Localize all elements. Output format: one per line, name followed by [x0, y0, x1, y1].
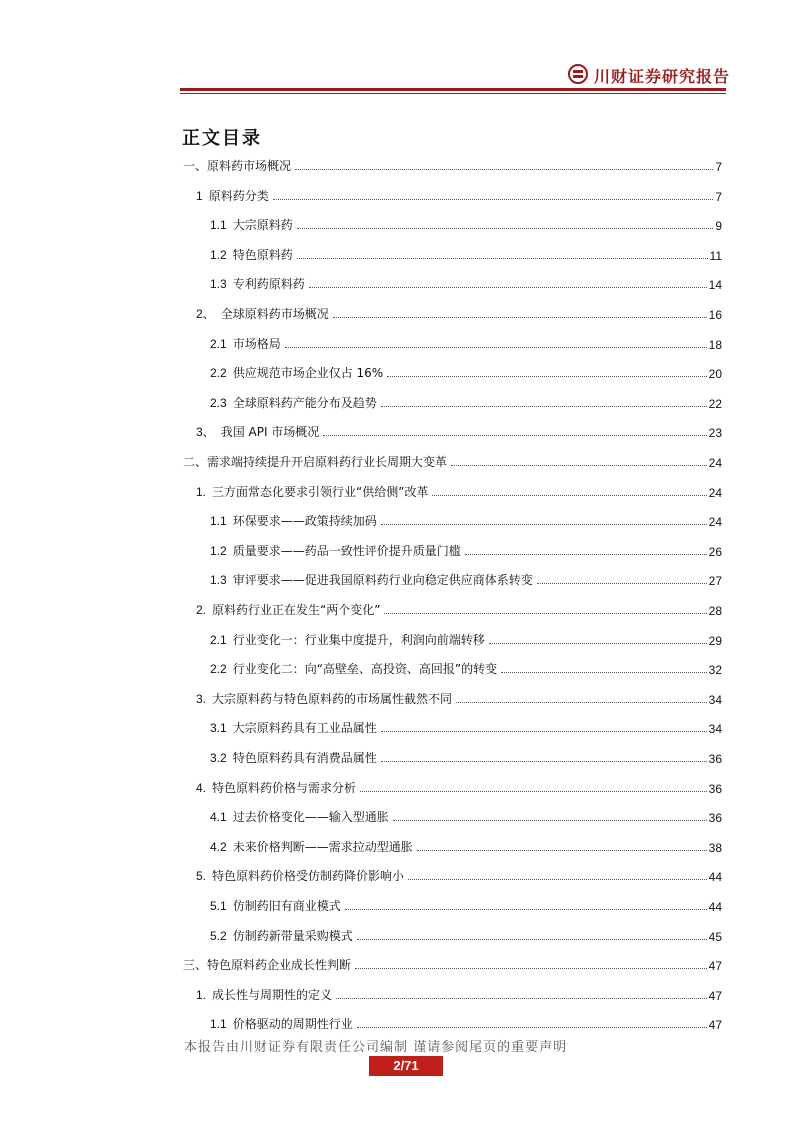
chuancai-logo-icon: [568, 64, 588, 84]
toc-entry[interactable]: [210, 718, 722, 736]
toc-entry-number: 5.2: [210, 929, 227, 943]
toc-entry-number: 4.: [196, 781, 207, 795]
toc-leader-dots: [295, 168, 713, 170]
toc-entry-label: [210, 571, 535, 588]
toc-entry-number: 5.: [196, 869, 207, 883]
toc-entry-page: 26: [708, 545, 722, 559]
toc-entry-page: 36: [708, 811, 722, 825]
toc-leader-dots: [285, 346, 707, 348]
toc-entry-label: [210, 394, 379, 411]
toc-entry-number: 1.1: [210, 218, 227, 232]
toc-entry-label: [210, 897, 343, 914]
toc-entry-text: 三、特色原料药企业成长性判断: [183, 958, 352, 972]
toc-entry-text: 过去价格变化——输入型通胀: [232, 810, 389, 824]
toc-leader-dots: [408, 878, 707, 880]
toc-leader-dots: [357, 938, 707, 940]
toc-entry-page: 36: [708, 752, 722, 766]
toc-entry-text: 价格驱动的周期性行业: [232, 1017, 353, 1031]
toc-entry-page: 22: [708, 397, 722, 411]
toc-leader-dots: [432, 494, 706, 496]
toc-leader-dots: [323, 434, 706, 436]
toc-entry[interactable]: [210, 926, 722, 944]
toc-leader-dots: [273, 198, 714, 200]
toc-entry-text: 成长性与周期性的定义: [212, 988, 333, 1002]
toc-leader-dots: [451, 464, 707, 466]
toc-entry-label: [210, 364, 385, 381]
toc-entry[interactable]: [196, 304, 722, 322]
toc-entry[interactable]: [210, 837, 722, 855]
toc-entry[interactable]: [210, 807, 722, 825]
toc-leader-dots: [360, 790, 707, 792]
toc-entry-label: [196, 305, 331, 322]
toc-entry-number: 2.2: [210, 366, 227, 380]
toc-entry[interactable]: [210, 334, 722, 352]
toc-entry-label: [183, 453, 449, 470]
toc-leader-dots: [355, 967, 707, 969]
toc-entry[interactable]: [183, 955, 722, 973]
toc-entry[interactable]: [196, 422, 722, 440]
toc-entry[interactable]: [196, 186, 722, 204]
toc-entry-page: 7: [715, 160, 722, 174]
toc-entry-text: 全球原料药产能分布及趋势: [232, 396, 377, 410]
toc-entry-number: 2、: [196, 307, 215, 321]
toc-leader-dots: [345, 908, 707, 910]
toc-leader-dots: [387, 375, 706, 377]
toc-entry[interactable]: [210, 748, 722, 766]
toc-leader-dots: [393, 819, 707, 821]
toc-entry-text: 行业变化二：向“高壁垒、高投资、高回报”的转变: [232, 662, 498, 676]
toc-entry-text: 原料药行业正在发生“两个变化”: [212, 603, 381, 617]
toc-leader-dots: [297, 227, 714, 229]
report-header: [180, 60, 731, 90]
toc-entry-page: 18: [708, 338, 722, 352]
toc-entry-label: [210, 1015, 355, 1032]
toc-entry-label: [210, 542, 463, 559]
toc-entry-text: 一、原料药市场概况: [183, 159, 292, 173]
toc-leader-dots: [297, 257, 708, 259]
toc-entry-text: 特色原料药价格受仿制药降价影响小: [212, 869, 405, 883]
toc-entry[interactable]: [210, 896, 722, 914]
toc-entry-page: 47: [708, 989, 722, 1003]
toc-entry-number: 1.2: [210, 248, 227, 262]
toc-entry-text: 审评要求——促进我国原料药行业向稳定供应商体系转变: [232, 573, 533, 587]
toc-entry-number: 3.: [196, 692, 207, 706]
toc-entry-text: 特色原料药价格与需求分析: [212, 781, 357, 795]
toc-entry-number: 3、: [196, 425, 215, 439]
toc-entry-text: 我国 API 市场概况: [220, 425, 320, 439]
toc-entry-label: [196, 986, 334, 1003]
toc-entry-number: 4.2: [210, 840, 227, 854]
toc-entry[interactable]: [210, 274, 722, 292]
toc-entry-text: 环保要求——政策持续加码: [232, 514, 377, 528]
toc-entry[interactable]: [196, 866, 722, 884]
toc-entry-page: 11: [709, 249, 722, 263]
toc-entry[interactable]: [210, 393, 722, 411]
toc-entry-page: 36: [708, 782, 722, 796]
toc-entry-text: 大宗原料药: [232, 218, 293, 232]
toc-entry-label: [210, 749, 379, 766]
toc-entry-page: 28: [708, 604, 722, 618]
toc-entry-number: 4.1: [210, 810, 227, 824]
toc-leader-dots: [381, 405, 707, 407]
toc-entry-page: 24: [708, 515, 722, 529]
toc-entry-label: [210, 808, 391, 825]
toc-entry-label: [196, 423, 321, 440]
toc-entry-page: 29: [708, 634, 722, 648]
toc-entry-page: 47: [708, 959, 722, 973]
toc-entry-text: 行业变化一：行业集中度提升，利润向前端转移: [232, 633, 485, 647]
toc-entry-text: 专利药原料药: [232, 277, 305, 291]
toc-entry[interactable]: [183, 156, 722, 174]
toc-entry[interactable]: [210, 570, 722, 588]
toc-entry-page: 44: [708, 870, 722, 884]
toc-entry-label: [196, 779, 358, 796]
toc-entry[interactable]: [210, 511, 722, 529]
toc-entry[interactable]: [210, 245, 722, 263]
toc-leader-dots: [381, 760, 707, 762]
toc-entry-number: 2.: [196, 603, 207, 617]
toc-entry-text: 全球原料药市场概况: [220, 307, 329, 321]
toc-entry-page: 14: [708, 278, 722, 292]
toc-entry-page: 24: [708, 486, 722, 500]
toc-leader-dots: [417, 849, 707, 851]
footer-disclaimer: 本报告由川财证券有限责任公司编制 谨请参阅尾页的重要声明: [184, 1040, 568, 1055]
toc-entry-label: [210, 660, 499, 677]
toc-entry[interactable]: [196, 985, 722, 1003]
toc-leader-dots: [501, 671, 707, 673]
toc-entry-page: 7: [715, 190, 722, 204]
toc-entry[interactable]: [196, 600, 722, 618]
toc-entry-text: 特色原料药: [232, 248, 293, 262]
toc-entry[interactable]: [210, 363, 722, 381]
toc-entry[interactable]: [196, 482, 722, 500]
toc-leader-dots: [381, 523, 707, 525]
toc-entry-text: 特色原料药具有消费品属性: [232, 751, 377, 765]
toc-leader-dots: [336, 997, 707, 999]
toc-entry-text: 质量要求——药品一致性评价提升质量门槛: [232, 544, 461, 558]
toc-entry-number: 2.1: [210, 633, 227, 647]
toc-entry-label: [196, 867, 406, 884]
toc-entry-text: 原料药分类: [208, 189, 269, 203]
toc-entry[interactable]: [183, 452, 722, 470]
toc-entry-page: 45: [708, 930, 722, 944]
toc-entry-text: 大宗原料药与特色原料药的市场属性截然不同: [212, 692, 453, 706]
toc-entry-number: 2.1: [210, 337, 227, 351]
toc-entry-number: 1.3: [210, 573, 227, 587]
toc-leader-dots: [384, 612, 706, 614]
toc-entry-number: 3.2: [210, 751, 227, 765]
toc-entry-page: 38: [708, 841, 722, 855]
header-rule-thin: [180, 93, 726, 94]
toc-entry-number: 1.: [196, 988, 207, 1002]
brand-name: 川财证券研究报告: [594, 67, 731, 86]
toc-entry-label: [183, 956, 353, 973]
toc-leader-dots: [381, 730, 707, 732]
toc-entry-number: 2.2: [210, 662, 227, 676]
toc-entry-text: 供应规范市场企业仅占 16%: [232, 366, 384, 380]
toc-entry[interactable]: [196, 778, 722, 796]
toc-entry[interactable]: [210, 630, 722, 648]
toc-entry-label: [210, 275, 307, 292]
toc-leader-dots: [489, 642, 707, 644]
toc-title: 正文目录: [182, 128, 262, 149]
toc-entry-number: 1.: [196, 485, 207, 499]
toc-entry-text: 市场格局: [232, 337, 281, 351]
toc-entry-label: [210, 927, 355, 944]
toc-entry-page: 20: [708, 367, 722, 381]
toc-entry-label: [210, 719, 379, 736]
toc-leader-dots: [465, 553, 707, 555]
toc-entry-page: 34: [708, 693, 722, 707]
toc-entry-page: 24: [708, 456, 722, 470]
toc-entry-page: 32: [708, 663, 722, 677]
toc-entry-label: [210, 512, 379, 529]
toc-entry[interactable]: [210, 215, 722, 233]
toc-entry-number: 5.1: [210, 899, 227, 913]
toc-entry-number: 1.3: [210, 277, 227, 291]
toc-entry-label: [210, 838, 415, 855]
toc-entry-text: 三方面常态化要求引领行业“供给侧”改革: [212, 485, 429, 499]
toc-leader-dots: [357, 1026, 707, 1028]
toc-entry-label: [210, 216, 295, 233]
toc-leader-dots: [309, 286, 707, 288]
toc-entry-label: [196, 187, 271, 204]
toc-entry-page: 27: [708, 574, 722, 588]
toc-entry-number: 1.1: [210, 514, 227, 528]
toc-entry[interactable]: [210, 1014, 722, 1032]
toc-entry[interactable]: [196, 689, 722, 707]
toc-entry-page: 16: [708, 308, 722, 322]
toc-leader-dots: [456, 701, 707, 703]
toc-entry-page: 23: [708, 426, 722, 440]
toc-entry-label: [210, 246, 295, 263]
toc-entry-label: [210, 631, 487, 648]
toc-entry-label: [210, 335, 283, 352]
toc-entry-page: 9: [715, 219, 722, 233]
toc-entry-text: 仿制药新带量采购模式: [232, 929, 353, 943]
page-indicator: 2/71: [369, 1056, 443, 1076]
toc-entry-label: [196, 690, 454, 707]
toc-leader-dots: [537, 582, 707, 584]
toc-entry-text: 未来价格判断——需求拉动型通胀: [232, 840, 413, 854]
toc-entry-number: 2.3: [210, 396, 227, 410]
toc-entry-text: 二、需求端持续提升开启原料药行业长周期大变革: [183, 455, 448, 469]
toc-entry-page: 47: [708, 1018, 722, 1032]
toc-entry-page: 34: [708, 722, 722, 736]
toc-leader-dots: [333, 316, 707, 318]
toc-entry-number: 1.2: [210, 544, 227, 558]
toc-entry[interactable]: [210, 541, 722, 559]
toc-entry-label: [183, 157, 293, 174]
toc-entry-number: 3.1: [210, 721, 227, 735]
toc-entry-number: 1.1: [210, 1017, 227, 1031]
toc-entry[interactable]: [210, 659, 722, 677]
header-rule-thick: [180, 88, 726, 91]
toc-entry-text: 仿制药旧有商业模式: [232, 899, 341, 913]
toc-entry-label: [196, 601, 382, 618]
toc-entry-text: 大宗原料药具有工业品属性: [232, 721, 377, 735]
toc-entry-label: [196, 483, 430, 500]
toc-entry-page: 44: [708, 900, 722, 914]
toc-entry-number: 1: [196, 189, 203, 203]
